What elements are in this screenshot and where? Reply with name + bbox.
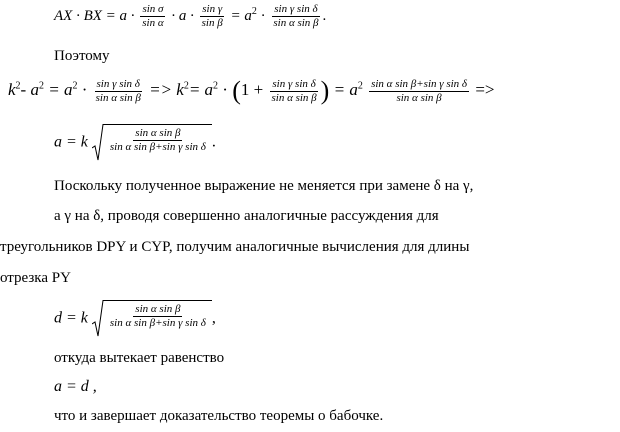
exponent: 2	[15, 80, 21, 92]
equation-term: = a	[230, 7, 252, 24]
equation-lhs: a = k	[54, 133, 88, 151]
paragraph-line-3: треугольников DPY и CYP, получим аналогичные вычисления для длины	[0, 239, 470, 255]
equation-term: - a	[20, 79, 39, 99]
equation-term: ·	[222, 79, 228, 99]
exponent: 2	[72, 80, 78, 92]
fraction-numerator: sin α sin β	[135, 127, 181, 139]
radical-sign-icon	[92, 300, 104, 338]
exponent: 2	[357, 80, 363, 92]
equation-term: = a	[333, 79, 358, 99]
fraction-alpha-beta-over-sum	[108, 128, 208, 153]
equation-term: =>	[475, 79, 495, 99]
fraction-denominator: sin β	[201, 17, 223, 29]
right-paren: )	[320, 76, 330, 105]
exponent: 2	[213, 80, 219, 92]
fraction-numerator: sin γ sin δ	[272, 77, 316, 90]
fraction-denominator: sin α	[142, 17, 164, 29]
paragraph-line-1: Поскольку полученное выражение не меняется при замене δ на γ,	[54, 178, 474, 194]
paragraph-line-2: а γ на δ, проводя совершенно аналогичные рассуждения для	[54, 208, 439, 224]
equation-term: 1 +	[240, 79, 264, 99]
fraction-gamma-delta-over-alpha-beta	[271, 4, 320, 29]
equation-term: => k	[149, 79, 184, 99]
fraction-gamma-delta-over-alpha-beta	[269, 79, 318, 104]
fraction-numerator: sin α sin β	[135, 303, 181, 315]
equation-lhs: AX · BX = a ·	[54, 7, 135, 24]
equation-ax-bx	[54, 4, 326, 29]
paragraph-therefore: Поэтому	[54, 48, 110, 64]
equation-term: ·	[260, 7, 266, 24]
equation-term: ·	[81, 79, 88, 99]
fraction-denominator: sin α sin β	[273, 17, 319, 29]
fraction-denominator: sin α sin β	[271, 91, 317, 104]
paragraph-line-4: отрезка PY	[0, 270, 71, 286]
radical-sign-icon	[92, 124, 104, 162]
equation-term: · a ·	[171, 7, 194, 24]
fraction-denominator: sin α sin β	[396, 91, 442, 104]
fraction-sin-sigma-over-sin-alpha	[140, 4, 165, 29]
paragraph-equality-follows: откуда вытекает равенство	[54, 350, 225, 366]
exponent: 2	[251, 5, 257, 17]
fraction-numerator: sin γ sin δ	[274, 3, 318, 15]
fraction-denominator: sin α sin β+sin γ sin δ	[109, 317, 206, 329]
square-root	[92, 124, 212, 162]
equation-term: k	[8, 79, 16, 99]
fraction-numerator: sin α sin β+sin γ sin δ	[371, 77, 468, 90]
equation-end: ,	[211, 309, 216, 327]
exponent: 2	[38, 80, 44, 92]
equation-end: .	[211, 133, 216, 151]
equation-lhs: d = k	[54, 309, 88, 327]
fraction-denominator: sin α sin β	[95, 91, 141, 104]
equation-end: .	[322, 7, 327, 24]
equation-term: = a	[48, 79, 73, 99]
equation-a-equals-d: a = d ,	[54, 378, 97, 395]
square-root	[92, 300, 212, 338]
fraction-numerator: sin σ	[142, 3, 164, 15]
equation-d-equals	[54, 300, 216, 338]
equation-term: = a	[188, 79, 214, 99]
exponent: 2	[183, 80, 189, 92]
fraction-denominator: sin α sin β+sin γ sin δ	[109, 141, 206, 153]
paragraph-conclusion: что и завершает доказательство теоремы о бабочке.	[54, 408, 384, 424]
fraction-sum-over-alpha-beta	[369, 79, 469, 104]
fraction-alpha-beta-over-sum	[108, 304, 208, 329]
fraction-gamma-delta-over-alpha-beta	[94, 79, 143, 104]
fraction-numerator: sin γ	[202, 3, 223, 15]
fraction-numerator: sin γ sin δ	[96, 77, 140, 90]
left-paren: (	[232, 76, 241, 105]
equation-a-equals	[54, 124, 216, 162]
fraction-sin-gamma-over-sin-beta	[200, 4, 225, 29]
equation-k-squared	[8, 76, 495, 106]
